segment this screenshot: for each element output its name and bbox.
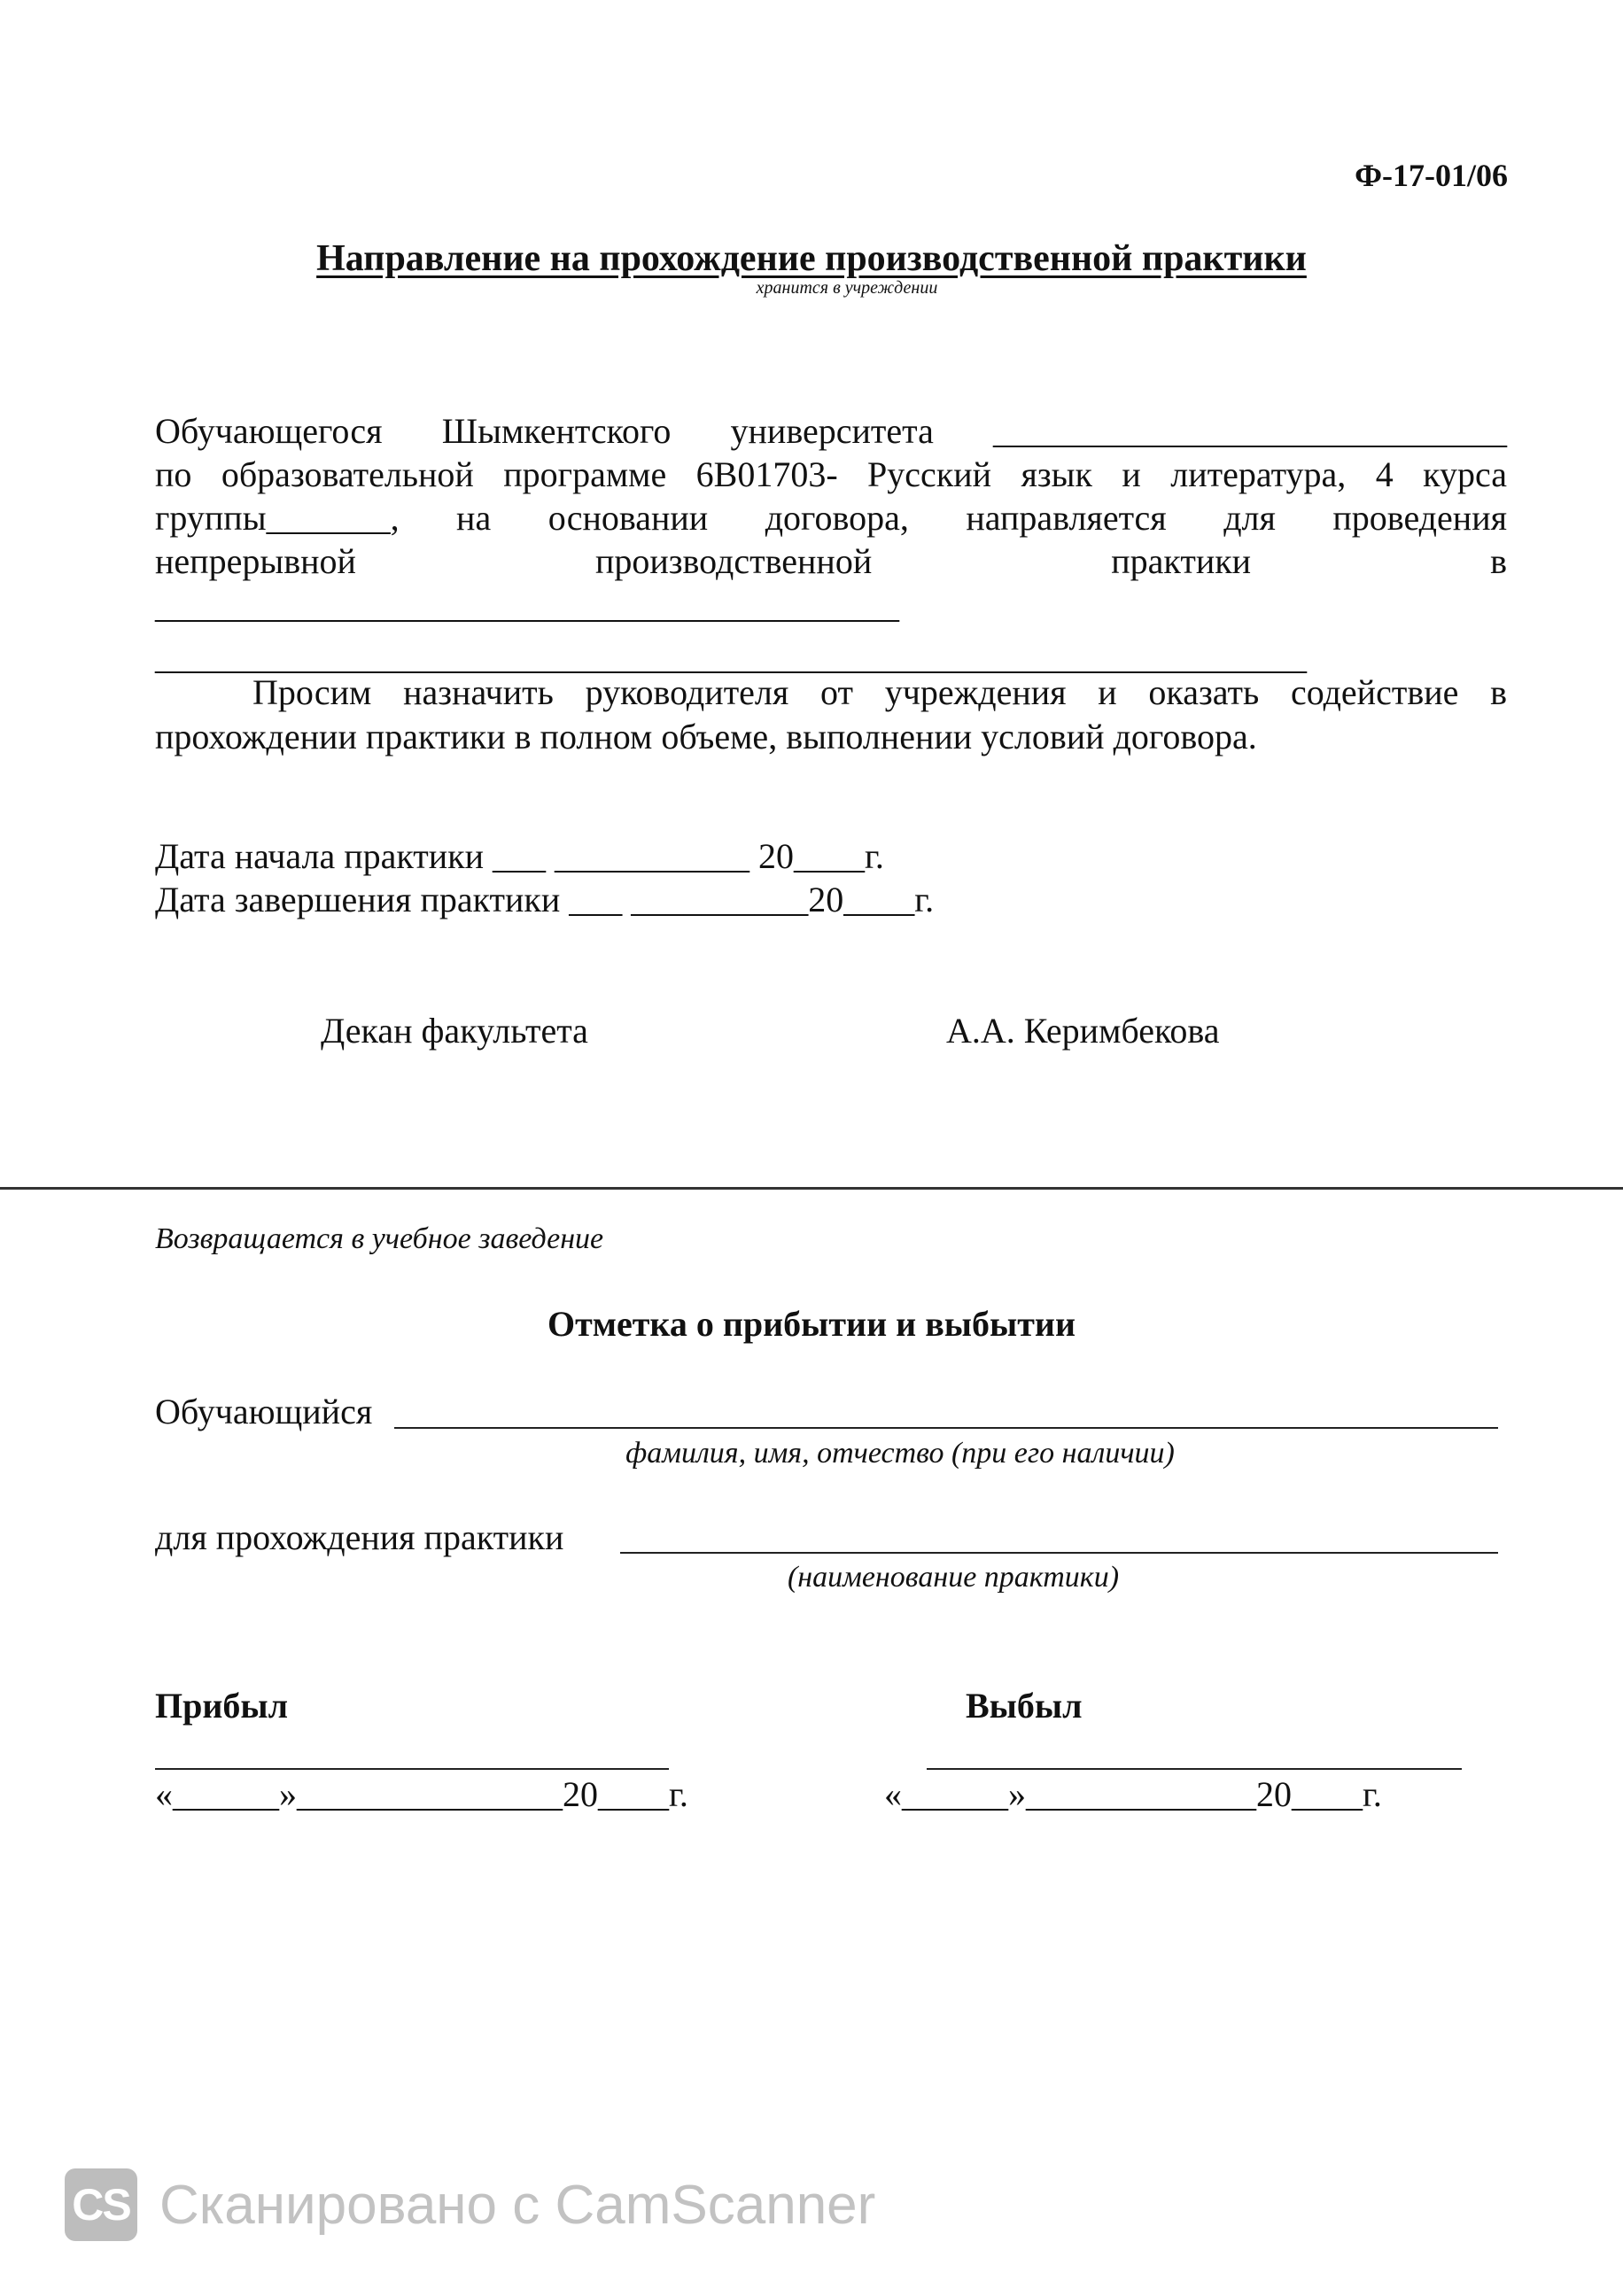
arrived-signature-line	[155, 1768, 669, 1770]
student-caption: фамилия, имя, отчество (при его наличии)	[625, 1437, 1175, 1470]
stored-note: хранится в учреждении	[756, 278, 938, 298]
cut-separator	[0, 1187, 1623, 1190]
body-line-1: Обучающегося Шымкентского университета _____________________________	[155, 411, 1507, 451]
body-line-3: группы_______, на основании договора, направляется для проведения	[155, 498, 1507, 538]
camscanner-watermark: Сканировано с CamScanner	[159, 2175, 876, 2236]
blank-line-2: _________________________________________________________________	[155, 637, 1307, 677]
dean-label: Декан факультета	[321, 1011, 588, 1051]
arrived-date: «______»_______________20____г.	[155, 1774, 688, 1814]
document-title: Направление на прохождение производственной практики	[316, 238, 1307, 279]
body-line-4: непрерывной производственной практики в	[155, 541, 1507, 581]
body-line-2: по образовательной программе 6В01703- Русский язык и литература, 4 курса	[155, 454, 1507, 494]
return-note: Возвращается в учебное заведение	[155, 1222, 604, 1255]
practice-caption: (наименование практики)	[787, 1561, 1120, 1594]
dean-name: А.А. Керимбекова	[946, 1011, 1220, 1051]
student-label: Обучающийся	[155, 1392, 373, 1431]
return-title: Отметка о прибытии и выбытии	[547, 1304, 1076, 1344]
start-date: Дата начала практики ___ ___________ 20____г.	[155, 836, 884, 876]
practice-name-line	[620, 1552, 1498, 1554]
student-name-line	[394, 1427, 1498, 1429]
practice-label: для прохождения практики	[155, 1517, 564, 1557]
form-code: Ф-17-01/06	[1355, 158, 1508, 193]
request-line-1: Просим назначить руководителя от учреждения и оказать содействие в	[252, 672, 1507, 712]
departed-label: Выбыл	[966, 1686, 1083, 1726]
request-line-2: прохождении практики в полном объеме, выполнении условий договора.	[155, 717, 1257, 756]
end-date: Дата завершения практики ___ __________20____г.	[155, 880, 935, 919]
camscanner-logo-icon: CS	[65, 2168, 137, 2241]
departed-signature-line	[927, 1768, 1462, 1770]
departed-date: «______»_____________20____г.	[884, 1774, 1382, 1814]
arrived-label: Прибыл	[155, 1686, 289, 1726]
blank-line-1: __________________________________________	[155, 586, 899, 625]
